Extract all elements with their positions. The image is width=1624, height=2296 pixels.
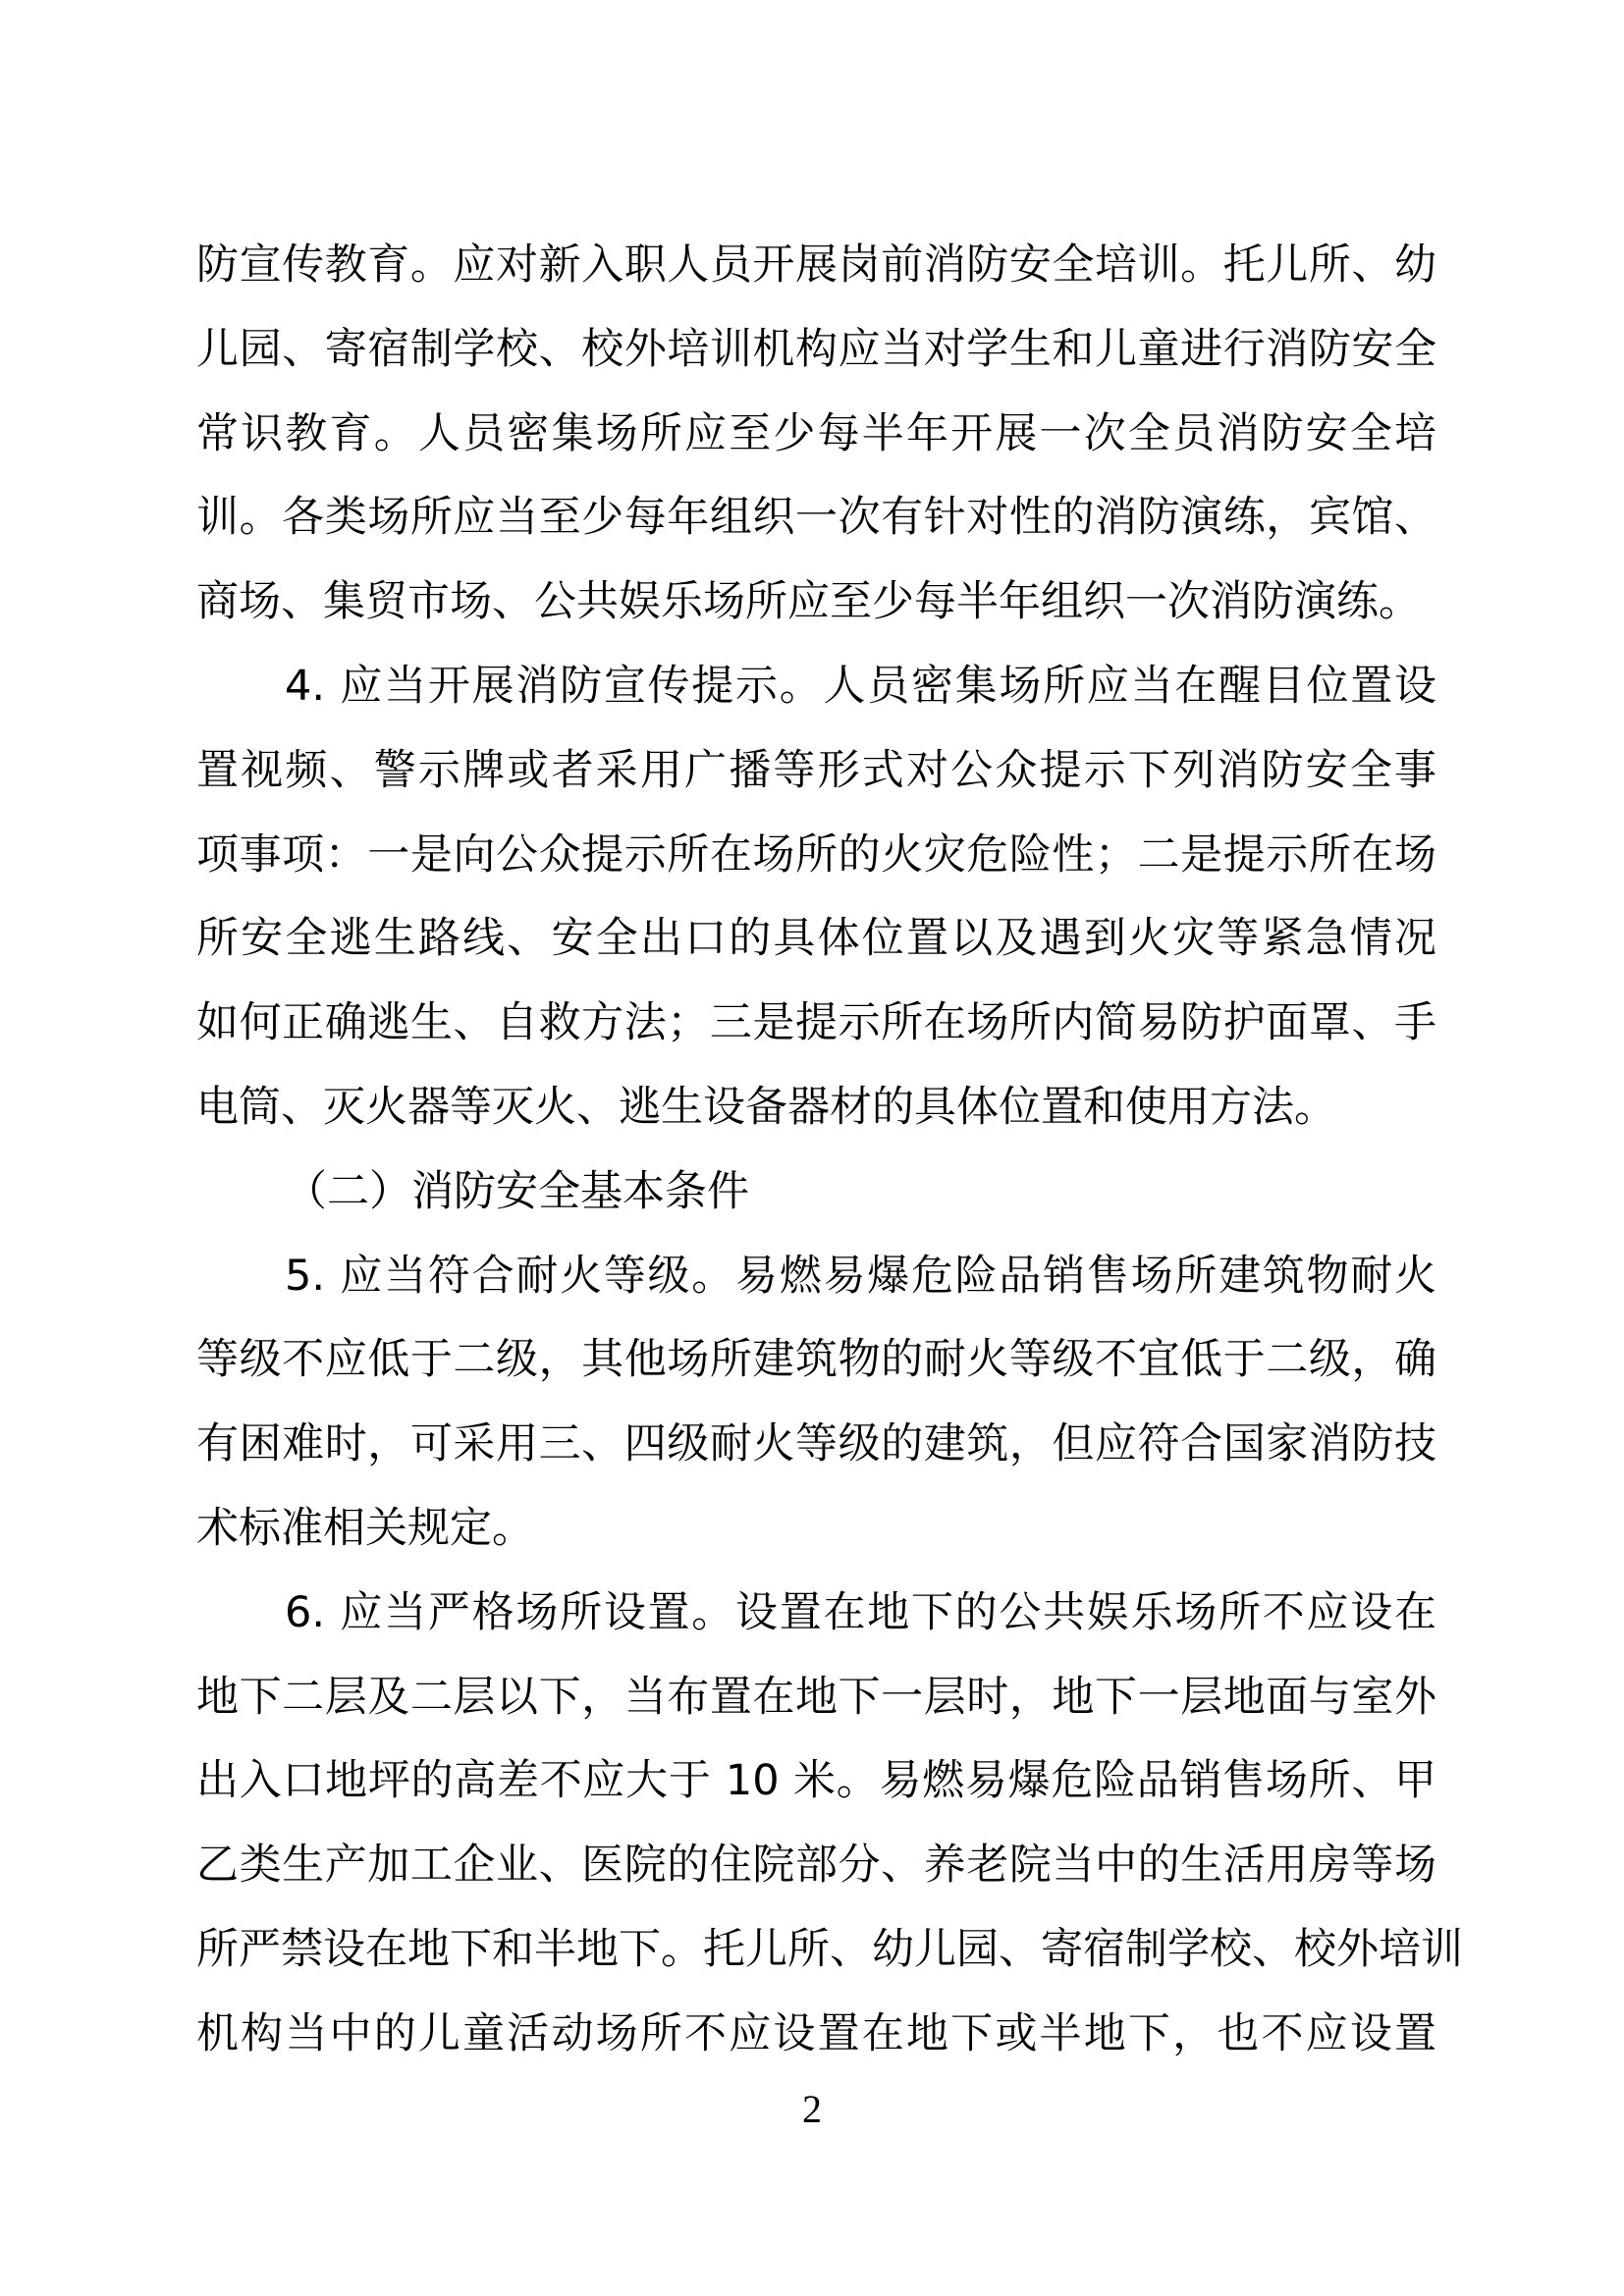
page-number: 2 bbox=[802, 2087, 822, 2131]
text-line: 儿园、寄宿制学校、校外培训机构应当对学生和儿童进行消防安全 bbox=[196, 324, 1436, 374]
text-line: 所安全逃生路线、安全出口的具体位置以及遇到火灾等紧急情况 bbox=[196, 914, 1436, 964]
text-line: 项事项：一是向公众提示所在场所的火灾危险性；二是提示所在场 bbox=[196, 829, 1436, 880]
text-line: 6. 应当严格场所设置。设置在地下的公共娱乐场所不应设在 bbox=[285, 1587, 1436, 1637]
text-line: 5. 应当符合耐火等级。易燃易爆危险品销售场所建筑物耐火 bbox=[285, 1251, 1436, 1301]
text-line: 术标准相关规定。 bbox=[196, 1504, 534, 1553]
text-line: 置视频、警示牌或者采用广播等形式对公众提示下列消防安全事 bbox=[196, 745, 1436, 795]
text-line: 防宣传教育。应对新入职人员开展岗前消防安全培训。托儿所、幼 bbox=[196, 240, 1436, 290]
text-line: 地下二层及二层以下，当布置在地下一层时，地下一层地面与室外 bbox=[196, 1672, 1436, 1722]
text-line: 等级不应低于二级，其他场所建筑物的耐火等级不宜低于二级，确 bbox=[196, 1335, 1436, 1385]
text-line: 商场、集贸市场、公共娱乐场所应至少每半年组织一次消防演练。 bbox=[196, 577, 1421, 627]
text-line: （二）消防安全基本条件 bbox=[285, 1166, 749, 1216]
text-line: 如何正确逃生、自救方法；三是提示所在场所内简易防护面罩、手 bbox=[196, 998, 1436, 1048]
text-line: 乙类生产加工企业、医院的住院部分、养老院当中的生活用房等场 bbox=[196, 1841, 1436, 1891]
text-line: 出入口地坪的高差不应大于 10 米。易燃易爆危险品销售场所、甲 bbox=[196, 1756, 1436, 1806]
text-line: 机构当中的儿童活动场所不应设置在地下或半地下，也不应设置 bbox=[196, 2008, 1436, 2058]
text-line: 训。各类场所应当至少每年组织一次有针对性的消防演练，宾馆、 bbox=[196, 493, 1436, 543]
text-line: 电筒、灭火器等灭火、逃生设备器材的具体位置和使用方法。 bbox=[196, 1083, 1336, 1132]
text-line: 有困难时，可采用三、四级耐火等级的建筑，但应符合国家消防技 bbox=[196, 1419, 1436, 1469]
text-line: 常识教育。人员密集场所应至少每半年开展一次全员消防安全培 bbox=[196, 408, 1436, 458]
text-line: 所严禁设在地下和半地下。托儿所、幼儿园、寄宿制学校、校外培训 bbox=[196, 1925, 1463, 1974]
text-line: 4. 应当开展消防宣传提示。人员密集场所应当在醒目位置设 bbox=[285, 662, 1436, 711]
